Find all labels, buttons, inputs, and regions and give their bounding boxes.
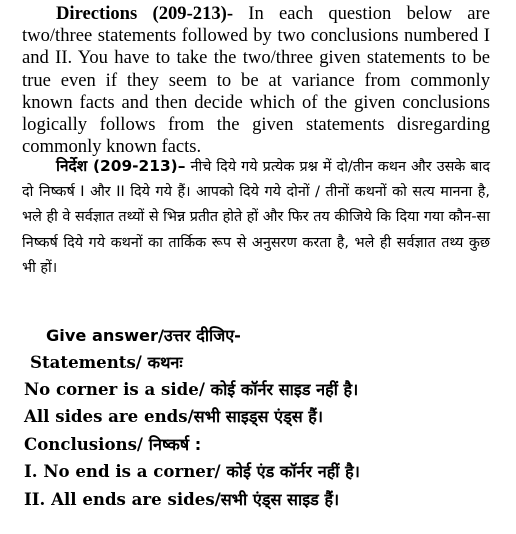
conclusion-2-en: II. All ends are sides/	[24, 489, 221, 509]
statements-heading	[30, 351, 183, 373]
statement-1-en: No corner is a side/	[24, 379, 211, 399]
conclusion-1-hi: कोई एंड कॉर्नर नहीं है।	[226, 462, 360, 481]
statements-heading-en: Statements/	[30, 352, 148, 372]
conclusions-heading-en: Conclusions/	[24, 434, 149, 454]
statement-2-hi: सभी साइड्स एंड्स हैं।	[193, 407, 324, 426]
statement-2	[24, 405, 323, 427]
conclusion-1	[24, 460, 360, 482]
directions-hindi-label: निर्देश (209-213)–	[56, 157, 186, 175]
conclusion-2	[24, 488, 339, 510]
directions-english-label: Directions (209-213)-	[56, 3, 234, 24]
statement-1-hi: कोई कॉर्नर साइड नहीं है।	[210, 380, 359, 399]
directions-hindi-text: नीचे दिये गये प्रत्येक प्रश्न में दो/तीन कथन और उसके बाद दो निष्कर्ष I और II दिये गये हैं। आपको दिये गये दोनों / तीनों कथनों को सत्य मानना है, भले ही वे सर्वज्ञात तथ्यों से भिन्न प्रतीत होते हों और फिर तय कीजिये कि दिया गया कौन-सा निष्कर्ष दिये गये कथनों का तार्किक रूप से अनुसरण करता है, भले ही सर्वज्ञात तथ्य कुछ भी हों।	[22, 159, 490, 276]
directions-hindi	[22, 154, 490, 281]
statements-heading-hi: कथनः	[147, 353, 183, 372]
statement-2-en: All sides are ends/	[24, 406, 194, 426]
conclusions-heading-hi: निष्कर्ष :	[148, 435, 202, 454]
give-answer-label: Give answer/उत्तर दीजिए-	[46, 326, 241, 345]
directions-english	[22, 3, 490, 158]
conclusion-2-hi: सभी एंड्स साइड हैं।	[220, 490, 340, 509]
conclusions-heading	[24, 433, 201, 455]
conclusion-1-en: I. No end is a corner/	[24, 461, 227, 481]
directions-english-text: In each question below are two/three statements followed by two conclusions numbered I and II. You have to take the two/three given statements to be true even if they seem to be at variance from commonly known facts and then decide which of the given conclusions logically follows from the given statements disregarding commonly known facts.	[22, 3, 490, 158]
statement-1	[24, 378, 358, 400]
